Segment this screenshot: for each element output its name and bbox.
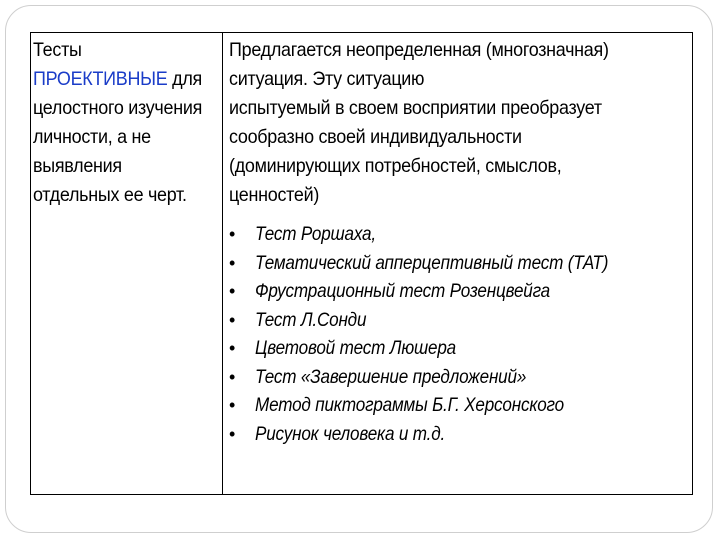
bullet-icon: • — [229, 281, 236, 301]
test-name: Тест Л.Сонди — [255, 309, 367, 331]
test-name: Цветовой тест Люшера — [255, 338, 457, 359]
list-item — [229, 363, 647, 392]
column-divider — [222, 33, 223, 494]
description — [229, 36, 680, 210]
list-item — [229, 220, 647, 249]
left-line-4: личности, а не — [33, 126, 151, 148]
bullet-icon: • — [229, 366, 236, 387]
bullet-icon: • — [229, 309, 236, 330]
left-cell — [33, 36, 222, 210]
left-line-1: Тесты — [33, 39, 82, 61]
test-name: Тематический апперцептивный тест (ТАТ) — [255, 252, 609, 274]
left-line-2 — [33, 65, 222, 94]
test-list — [229, 220, 647, 448]
test-name: Тест «Завершение предложений» — [255, 366, 527, 388]
description-line: сообразно своей индивидуальности — [229, 126, 522, 148]
description-line: испытуемый в своем восприятии преобразует — [229, 97, 602, 119]
bullet-icon: • — [229, 224, 236, 244]
list-item — [229, 306, 647, 335]
list-item — [229, 334, 647, 363]
list-item — [229, 391, 647, 420]
bullet-icon: • — [229, 395, 236, 415]
description-line: ситуация. Эту ситуацию — [229, 68, 425, 90]
test-name: Тест Роршаха, — [255, 224, 376, 245]
bullet-icon: • — [229, 423, 236, 444]
test-name: Метод пиктограммы Б.Г. Херсонского — [255, 395, 564, 416]
bullet-icon: • — [229, 338, 236, 358]
description-line: ценностей) — [229, 184, 320, 206]
description-line: Предлагается неопределенная (многозначная) — [229, 39, 609, 61]
description-line: (доминирующих потребностей, смыслов, — [229, 155, 562, 177]
left-line-3: целостного изучения — [33, 97, 203, 119]
left-line-5: выявления — [33, 155, 122, 177]
list-item — [229, 277, 647, 306]
content-table — [30, 32, 693, 495]
test-name: Фрустрационный тест Розенцвейга — [255, 281, 551, 302]
left-line-6: отдельных ее черт. — [33, 184, 187, 206]
list-item — [229, 420, 647, 449]
right-cell — [229, 36, 684, 445]
projective-keyword: ПРОЕКТИВНЫЕ — [33, 68, 168, 90]
left-line-2-rest: для — [167, 68, 202, 90]
test-name: Рисунок человека и т.д. — [255, 423, 446, 445]
list-item — [229, 249, 647, 278]
bullet-icon: • — [229, 252, 236, 273]
